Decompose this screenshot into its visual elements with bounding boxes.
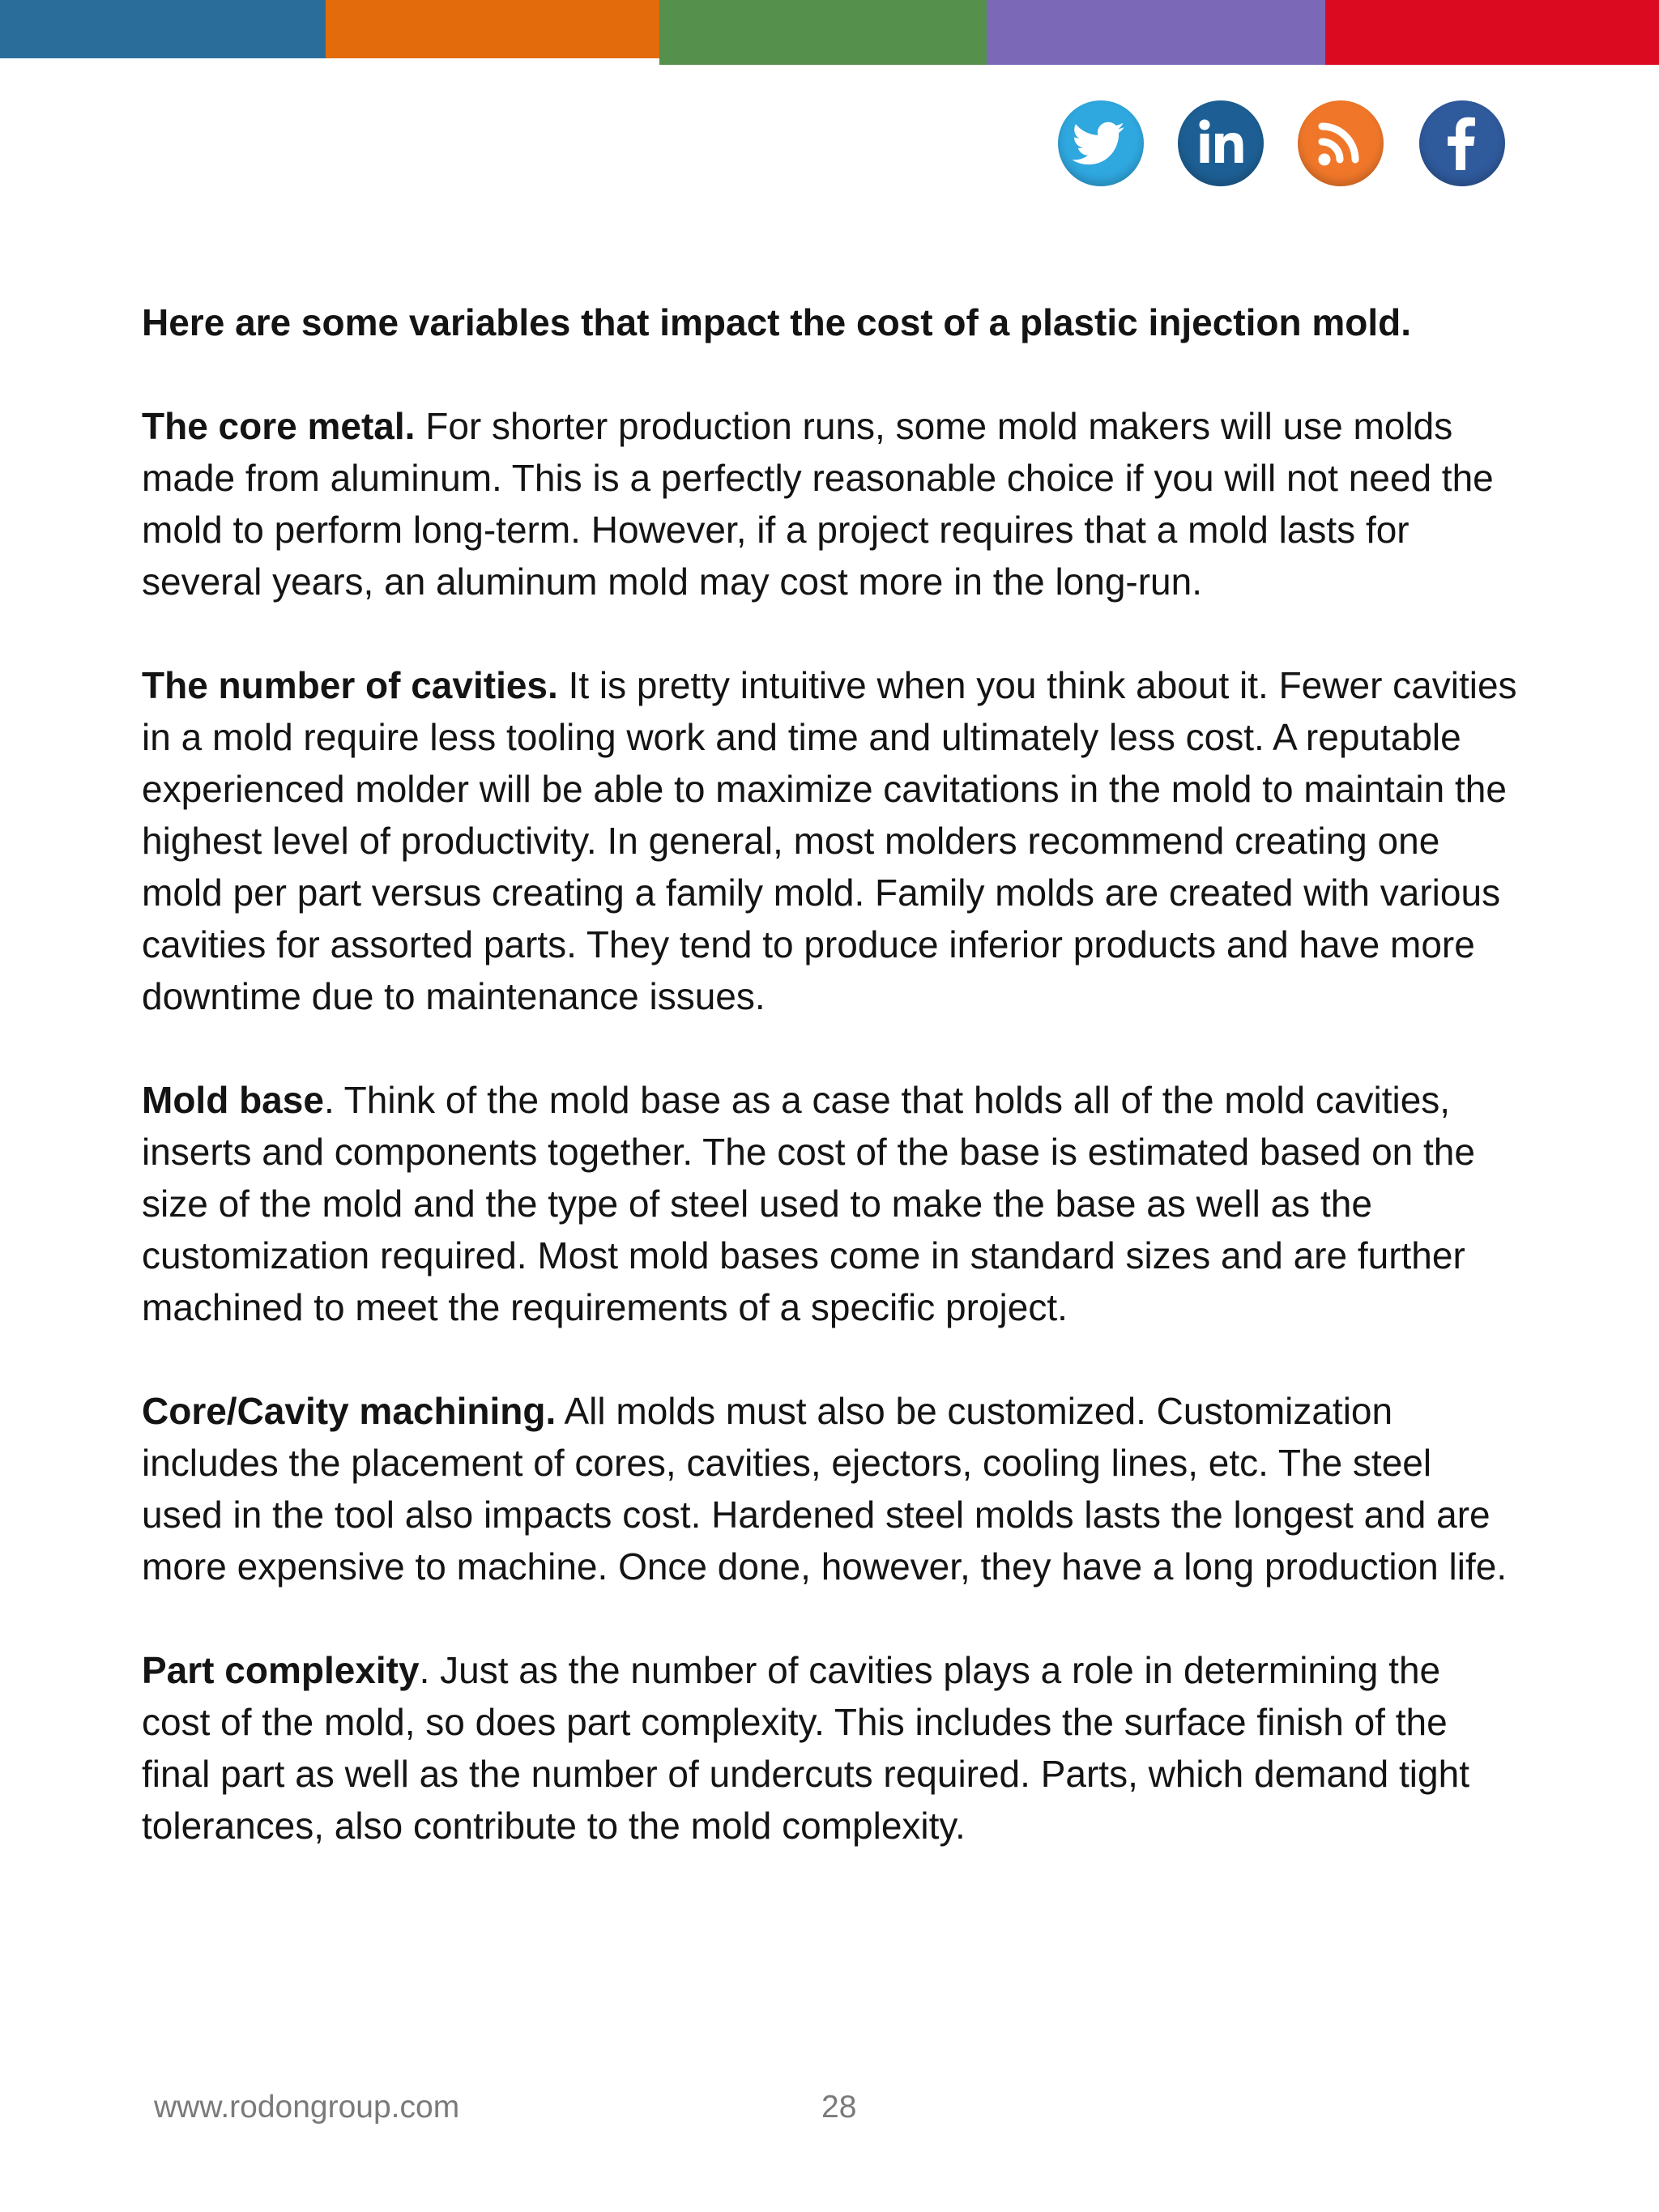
paragraph-heading: Core/Cavity machining. xyxy=(142,1390,557,1432)
paragraph-body: . Just as the number of cavities plays a role in determining the cost of the mold, so does part complexity. This includes the surface finish of the final part as well as the number of undercuts required. Parts, which demand tight tolerances, also contribute to the mold complexity. xyxy=(142,1649,1469,1847)
color-bar-purple-segment xyxy=(987,0,1325,65)
color-bar-orange-segment xyxy=(326,0,659,58)
linkedin-icon[interactable] xyxy=(1178,100,1264,186)
paragraph-number-of-cavities xyxy=(142,659,1519,1022)
rss-icon[interactable] xyxy=(1298,100,1384,186)
paragraph-heading: Part complexity xyxy=(142,1649,420,1691)
page-number: 28 xyxy=(821,2090,857,2125)
intro-heading: Here are some variables that impact the cost of a plastic injection mold. xyxy=(142,301,1412,343)
footer-website-link[interactable]: www.rodongroup.com xyxy=(154,2090,460,2125)
paragraph-part-complexity xyxy=(142,1644,1519,1852)
facebook-icon[interactable] xyxy=(1419,100,1505,186)
paragraph-heading: The number of cavities. xyxy=(142,664,558,706)
color-bar-blue-segment xyxy=(0,0,326,58)
social-icons xyxy=(1058,100,1505,186)
page-content xyxy=(142,296,1519,1903)
color-bar-green-segment xyxy=(659,0,987,65)
paragraph-body: All molds must also be customized. Customization includes the placement of cores, cavities, ejectors, cooling lines, etc. The steel used in the tool also impacts cost. Hardened steel molds lasts the longest and are more expensive to machine. Once done, however, they have a long production life. xyxy=(142,1390,1508,1588)
header-color-bar xyxy=(0,0,1659,65)
paragraph-heading: Mold base xyxy=(142,1079,324,1121)
paragraph-core-metal xyxy=(142,400,1519,607)
paragraph-body: . Think of the mold base as a case that holds all of the mold cavities, inserts and components together. The cost of the base is estimated based on the size of the mold and the type of steel used to make the base as well as the customization required. Most mold bases come in standard sizes and are further machined to meet the requirements of a specific project. xyxy=(142,1079,1475,1328)
paragraph-heading: The core metal. xyxy=(142,405,416,447)
color-bar-red-segment xyxy=(1325,0,1659,65)
twitter-icon[interactable] xyxy=(1058,100,1144,186)
paragraph-body: For shorter production runs, some mold makers will use molds made from aluminum. This is a perfectly reasonable choice if you will not need the mold to perform long-term. However, if a project requires that a mold lasts for several years, an aluminum mold may cost more in the long-run. xyxy=(142,405,1494,603)
paragraph-body: It is pretty intuitive when you think about it. Fewer cavities in a mold require less tooling work and time and ultimately less cost. A reputable experienced molder will be able to maximize cavitations in the mold to maintain the highest level of productivity. In general, most molders recommend creating one mold per part versus creating a family mold. Family molds are created with various cavities for assorted parts. They tend to produce inferior products and have more downtime due to maintenance issues. xyxy=(142,664,1517,1017)
paragraph-core-cavity-machining xyxy=(142,1385,1519,1592)
paragraph-mold-base xyxy=(142,1074,1519,1333)
